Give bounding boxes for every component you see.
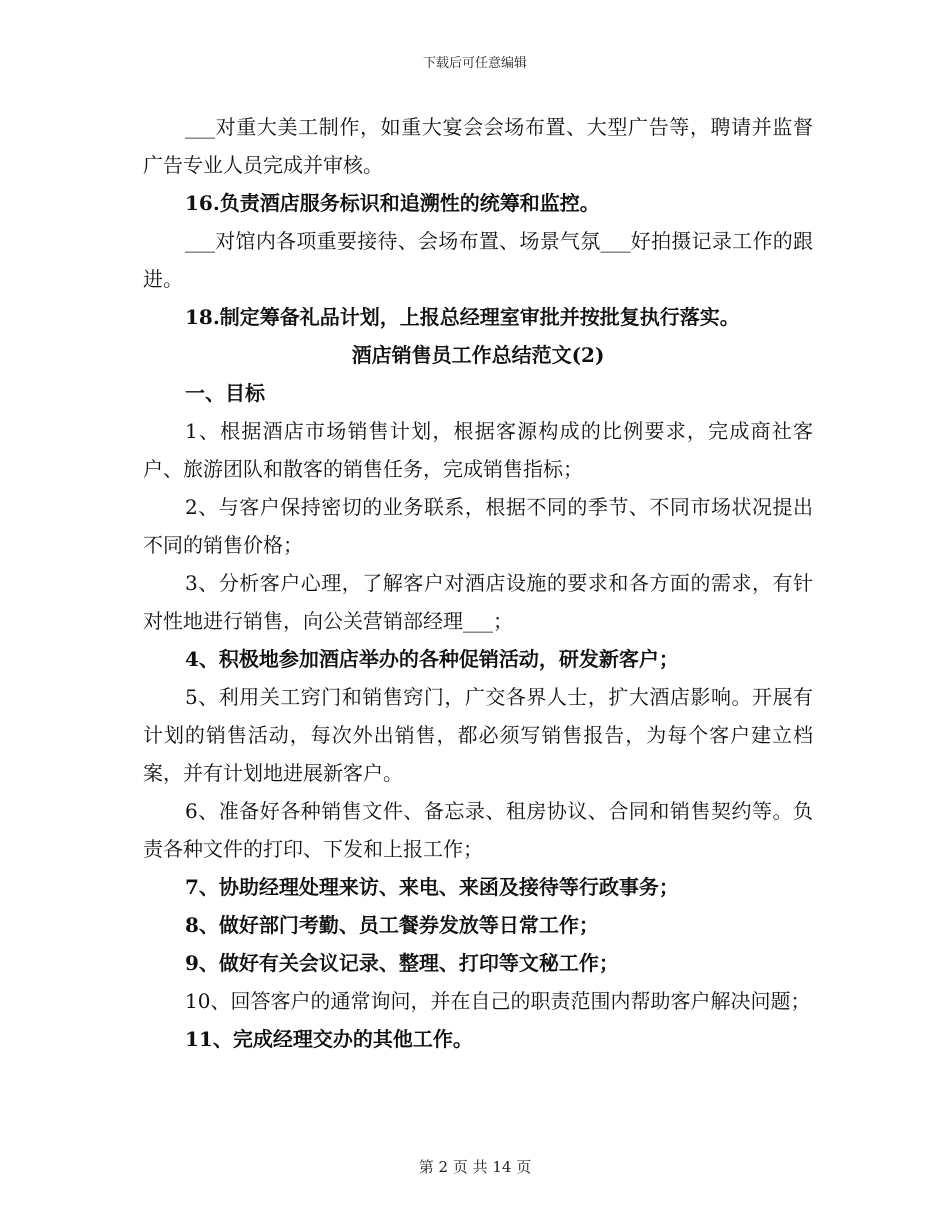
paragraph-bold: 16.负责酒店服务标识和追溯性的统筹和监控。 (185, 191, 600, 215)
list-item-bold: 7、协助经理处理来访、来电、来函及接待等行政事务； (185, 875, 679, 899)
section-heading: 一、目标 (185, 381, 265, 405)
paragraph-bold: 18.制定筹备礼品计划，上报总经理室审批并按批复执行落实。 (185, 305, 740, 329)
paragraph: ___对馆内各项重要接待、会场布置、场景气氛___好拍摄记录工作的跟进。 (143, 229, 813, 291)
list-item: 2、与客户保持密切的业务联系，根据不同的季节、不同市场状况提出不同的销售价格； (143, 495, 813, 557)
list-item: 10、回答客户的通常询问，并在自己的职责范围内帮助客户解决问题； (185, 989, 811, 1013)
list-item-bold: 11、完成经理交办的其他工作。 (185, 1027, 473, 1051)
page-footer: 第 2 页 共 14 页 (418, 1158, 532, 1176)
section-title: 酒店销售员工作总结范文(2) (351, 343, 605, 367)
list-item: 6、准备好各种销售文件、备忘录、租房协议、合同和销售契约等。负责各种文件的打印、下发和上报工作； (143, 799, 813, 861)
document-body (143, 108, 813, 1058)
list-item: 3、分析客户心理，了解客户对酒店设施的要求和各方面的需求，有针对性地进行销售，向公关营销部经理___； (143, 571, 813, 633)
list-item-bold: 8、做好部门考勤、员工餐券发放等日常工作； (185, 913, 599, 937)
paragraph: ___对重大美工制作，如重大宴会会场布置、大型广告等，聘请并监督广告专业人员完成并审核。 (143, 115, 813, 177)
list-item-bold: 4、积极地参加酒店举办的各种促销活动，研发新客户； (185, 647, 679, 671)
page-header: 下载后可任意编辑 (422, 56, 527, 71)
list-item: 5、利用关工窍门和销售窍门，广交各界人士，扩大酒店影响。开展有计划的销售活动，每次外出销售，都必须写销售报告，为每个客户建立档案，并有计划地进展新客户。 (143, 685, 813, 785)
list-item: 1、根据酒店市场销售计划，根据客源构成的比例要求，完成商社客户、旅游团队和散客的销售任务，完成销售指标； (143, 419, 813, 481)
list-item-bold: 9、做好有关会议记录、整理、打印等文秘工作； (185, 951, 619, 975)
